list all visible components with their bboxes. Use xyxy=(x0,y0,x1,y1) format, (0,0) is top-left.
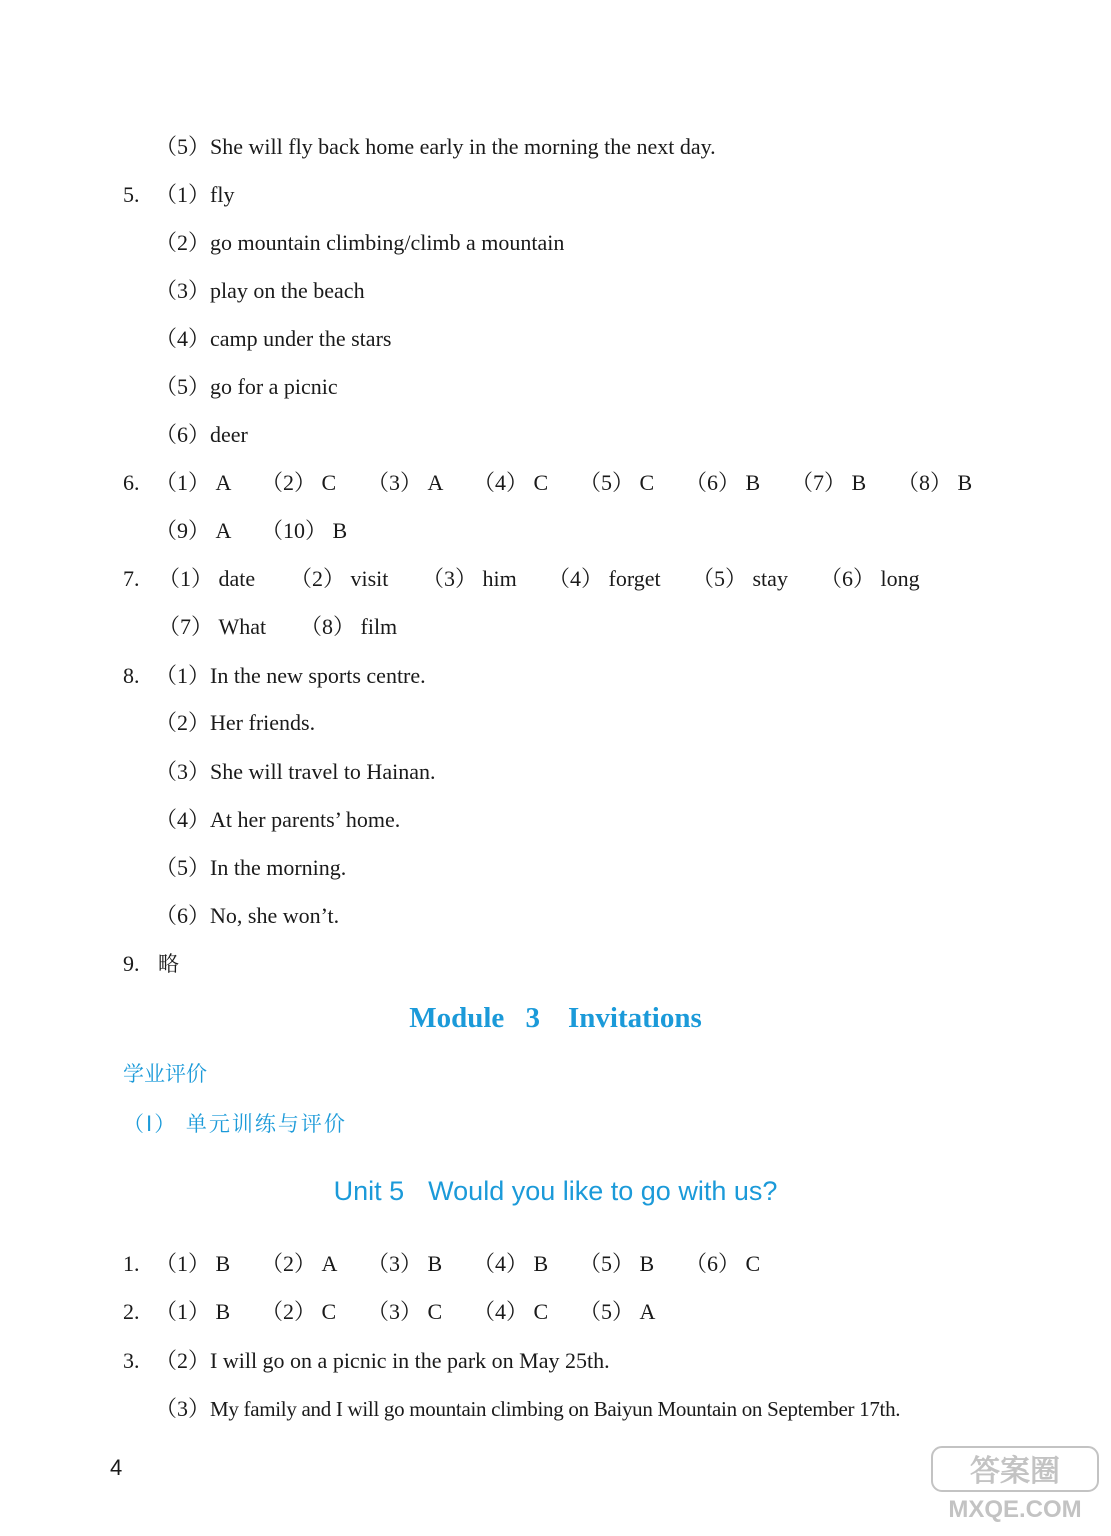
answer-item: （2） visit xyxy=(290,566,389,591)
answer-text: My family and I will go mountain climbing on Baiyun Mountain on September 17th. xyxy=(210,1397,901,1421)
answer-item: （10） B xyxy=(261,518,348,543)
answer-item: （6） C xyxy=(685,1251,761,1276)
question-number: 9. xyxy=(123,951,140,976)
unit-answer-3-row-2 xyxy=(0,1395,1111,1423)
answer-text: I will go on a picnic in the park on May 25th. xyxy=(210,1348,610,1373)
question-number: 3. xyxy=(123,1348,140,1373)
answer-5-row-1 xyxy=(0,181,1111,209)
answer-8-row-1 xyxy=(0,662,1111,690)
watermark-text-top: 答案圈 xyxy=(970,1454,1060,1489)
unit-heading xyxy=(0,1176,1111,1207)
page-number: 4 xyxy=(110,1455,123,1480)
answer-label: （2） xyxy=(155,1348,211,1373)
answer-8-5: （5）In the morning. xyxy=(155,855,347,880)
answer-item: （3） C xyxy=(367,1299,443,1324)
answer-4-5: （5）She will fly back home early in the morning the next day. xyxy=(155,134,716,159)
answer-text: 略 xyxy=(158,952,179,976)
answer-item: （9） A xyxy=(155,518,232,543)
answer-5-4: （4）camp under the stars xyxy=(155,326,392,351)
answer-item: （1） B xyxy=(155,1251,231,1276)
answer-label: （3） xyxy=(155,1396,211,1421)
answer-item: （3） him xyxy=(422,566,517,591)
answer-item: （3） B xyxy=(367,1251,443,1276)
unit-answer-3-row-1 xyxy=(0,1347,1111,1375)
answer-item: （4） C xyxy=(473,1299,549,1324)
question-number: 5. xyxy=(123,182,140,207)
answer-item: （4） B xyxy=(473,1251,549,1276)
answer-item: （2） A xyxy=(261,1251,338,1276)
answer-5-2: （2）go mountain climbing/climb a mountain xyxy=(155,230,565,255)
answer-label: （1） xyxy=(155,182,211,207)
answer-item: （7） B xyxy=(791,470,867,495)
unit-name: Would you like to go with us? xyxy=(428,1176,778,1206)
answer-item: （5） A xyxy=(579,1299,656,1324)
answer-8-3: （3）She will travel to Hainan. xyxy=(155,759,436,784)
answer-label: （1） xyxy=(155,663,211,688)
answer-8-6: （6）No, she won’t. xyxy=(155,903,340,928)
answer-5-3: （3）play on the beach xyxy=(155,278,365,303)
answer-6-row-2 xyxy=(0,517,1111,545)
answer-7-row-2 xyxy=(0,613,1111,641)
watermark-text-bottom: MXQE.COM xyxy=(948,1496,1082,1523)
answer-item: （2） C xyxy=(261,1299,337,1324)
answer-text: fly xyxy=(210,182,235,207)
answer-item: （1） date xyxy=(158,566,256,591)
answer-item: （7） What xyxy=(158,614,267,639)
module-name: Invitations xyxy=(568,1002,702,1034)
answer-item: （6） B xyxy=(685,470,761,495)
answer-8-4: （4）At her parents’ home. xyxy=(155,807,401,832)
answer-item: （5） stay xyxy=(692,566,788,591)
answer-text: In the new sports centre. xyxy=(210,663,426,688)
answer-item: （1） B xyxy=(155,1299,231,1324)
answer-9 xyxy=(0,950,1111,978)
answer-item: （5） C xyxy=(579,470,655,495)
question-number: 8. xyxy=(123,663,140,688)
answer-item: （4） C xyxy=(473,470,549,495)
answer-item: （8） B xyxy=(897,470,973,495)
module-heading xyxy=(0,1002,1111,1035)
unit-answer-1 xyxy=(0,1250,1111,1278)
watermark-logo xyxy=(930,1445,1100,1525)
answer-6-row-1 xyxy=(0,469,1111,497)
answer-item: （1） A xyxy=(155,470,232,495)
question-number: 1. xyxy=(123,1251,140,1276)
question-number: 6. xyxy=(123,470,140,495)
section-heading-unit-training: （Ⅰ） 单元训练与评价 xyxy=(123,1112,347,1136)
module-number: Module 3 xyxy=(409,1002,541,1034)
answer-item: （4） forget xyxy=(548,566,661,591)
unit-number: Unit 5 xyxy=(333,1176,405,1206)
question-number: 7. xyxy=(123,566,140,591)
answer-5-6: （6）deer xyxy=(155,422,248,447)
answer-8-2: （2）Her friends. xyxy=(155,710,316,735)
question-number: 2. xyxy=(123,1299,140,1324)
watermark-graphic xyxy=(930,1445,1100,1525)
answer-7-row-1 xyxy=(0,565,1111,593)
section-heading-evaluation: 学业评价 xyxy=(123,1062,207,1086)
answer-item: （3） A xyxy=(367,470,444,495)
answer-5-5: （5）go for a picnic xyxy=(155,374,338,399)
answer-item: （2） C xyxy=(261,470,337,495)
answer-item: （5） B xyxy=(579,1251,655,1276)
answer-item: （6） long xyxy=(820,566,920,591)
answer-item: （8） film xyxy=(300,614,398,639)
unit-answer-2 xyxy=(0,1298,1111,1326)
